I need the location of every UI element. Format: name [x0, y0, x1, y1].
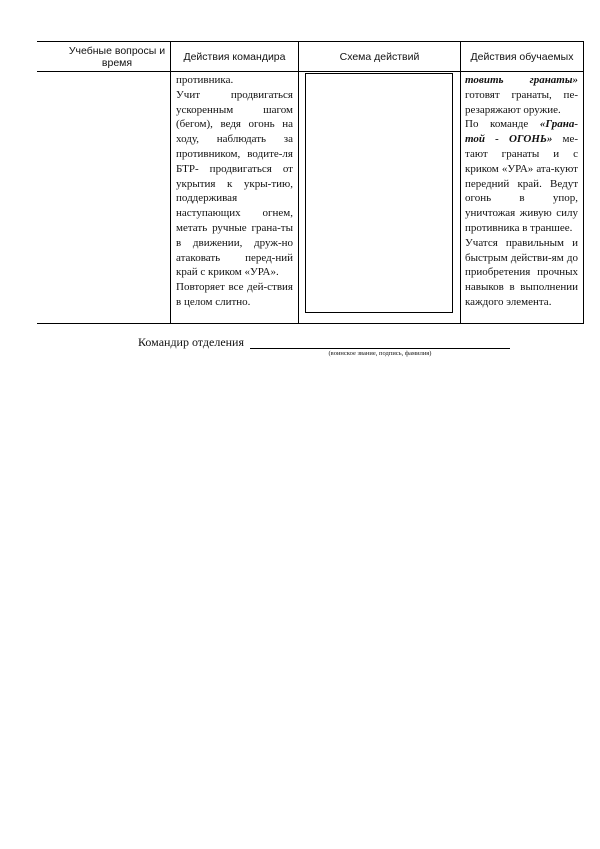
command-text: товить гранаты»	[465, 74, 578, 86]
column-divider-3	[460, 41, 461, 324]
commander-paragraph: Учит продвигаться ускоренным шагом (бегом), ведя огонь на ходу, наблюдать за противником, водите-ля БТР- продвигаться от укрытия к укры-тию, поддерживая наступающих огнем, метать ручные грана-ты в движении, друж-но атаковать перед-ний край с криком «УРА».	[176, 88, 293, 279]
header-commander-label: Действия командира	[183, 51, 286, 63]
trainee-text: По команде	[465, 118, 529, 131]
header-questions	[64, 44, 170, 70]
action-schema-frame	[305, 73, 453, 313]
table-right-border	[583, 41, 584, 324]
commander-paragraph: Повторяет все дей-ствия в целом слитно.	[176, 281, 293, 308]
table-bottom-border	[37, 323, 583, 324]
commander-paragraph: противника.	[176, 74, 234, 86]
table-top-border	[37, 41, 583, 42]
header-bottom-border	[37, 71, 583, 72]
trainee-text: ме-тают гранаты и с криком «УРА» ата-куют передний край. Ведут огонь в упор, уничтожая живую силу противника в траншее.	[465, 133, 578, 234]
command-text: «Грана-той - ОГОНЬ»	[465, 118, 579, 146]
trainee-paragraph-1	[465, 73, 578, 117]
header-schema	[299, 44, 460, 70]
trainee-paragraph-3: Учатся правильным и быстрым действи-ям до приобретения прочных навыков в выполнении каждого элемента.	[465, 236, 578, 308]
trainee-paragraph-2	[465, 117, 578, 235]
signature-caption: (воинское звание, подпись, фамилия)	[328, 350, 432, 357]
header-questions-label: Учебные вопросы и время	[68, 45, 166, 69]
trainee-actions-cell	[465, 73, 578, 310]
header-commander	[171, 44, 298, 70]
signature-label: Командир отделения	[138, 335, 245, 349]
column-divider-1	[170, 41, 171, 324]
header-schema-label: Схема действий	[339, 51, 420, 63]
signature-line	[250, 348, 510, 349]
header-trainees	[461, 44, 583, 70]
header-trainees-label: Действия обучаемых	[470, 51, 574, 63]
trainee-text: готовят гранаты, пе-резаряжают оружие.	[465, 88, 578, 116]
column-divider-2	[298, 41, 299, 324]
commander-actions-cell	[176, 73, 293, 310]
